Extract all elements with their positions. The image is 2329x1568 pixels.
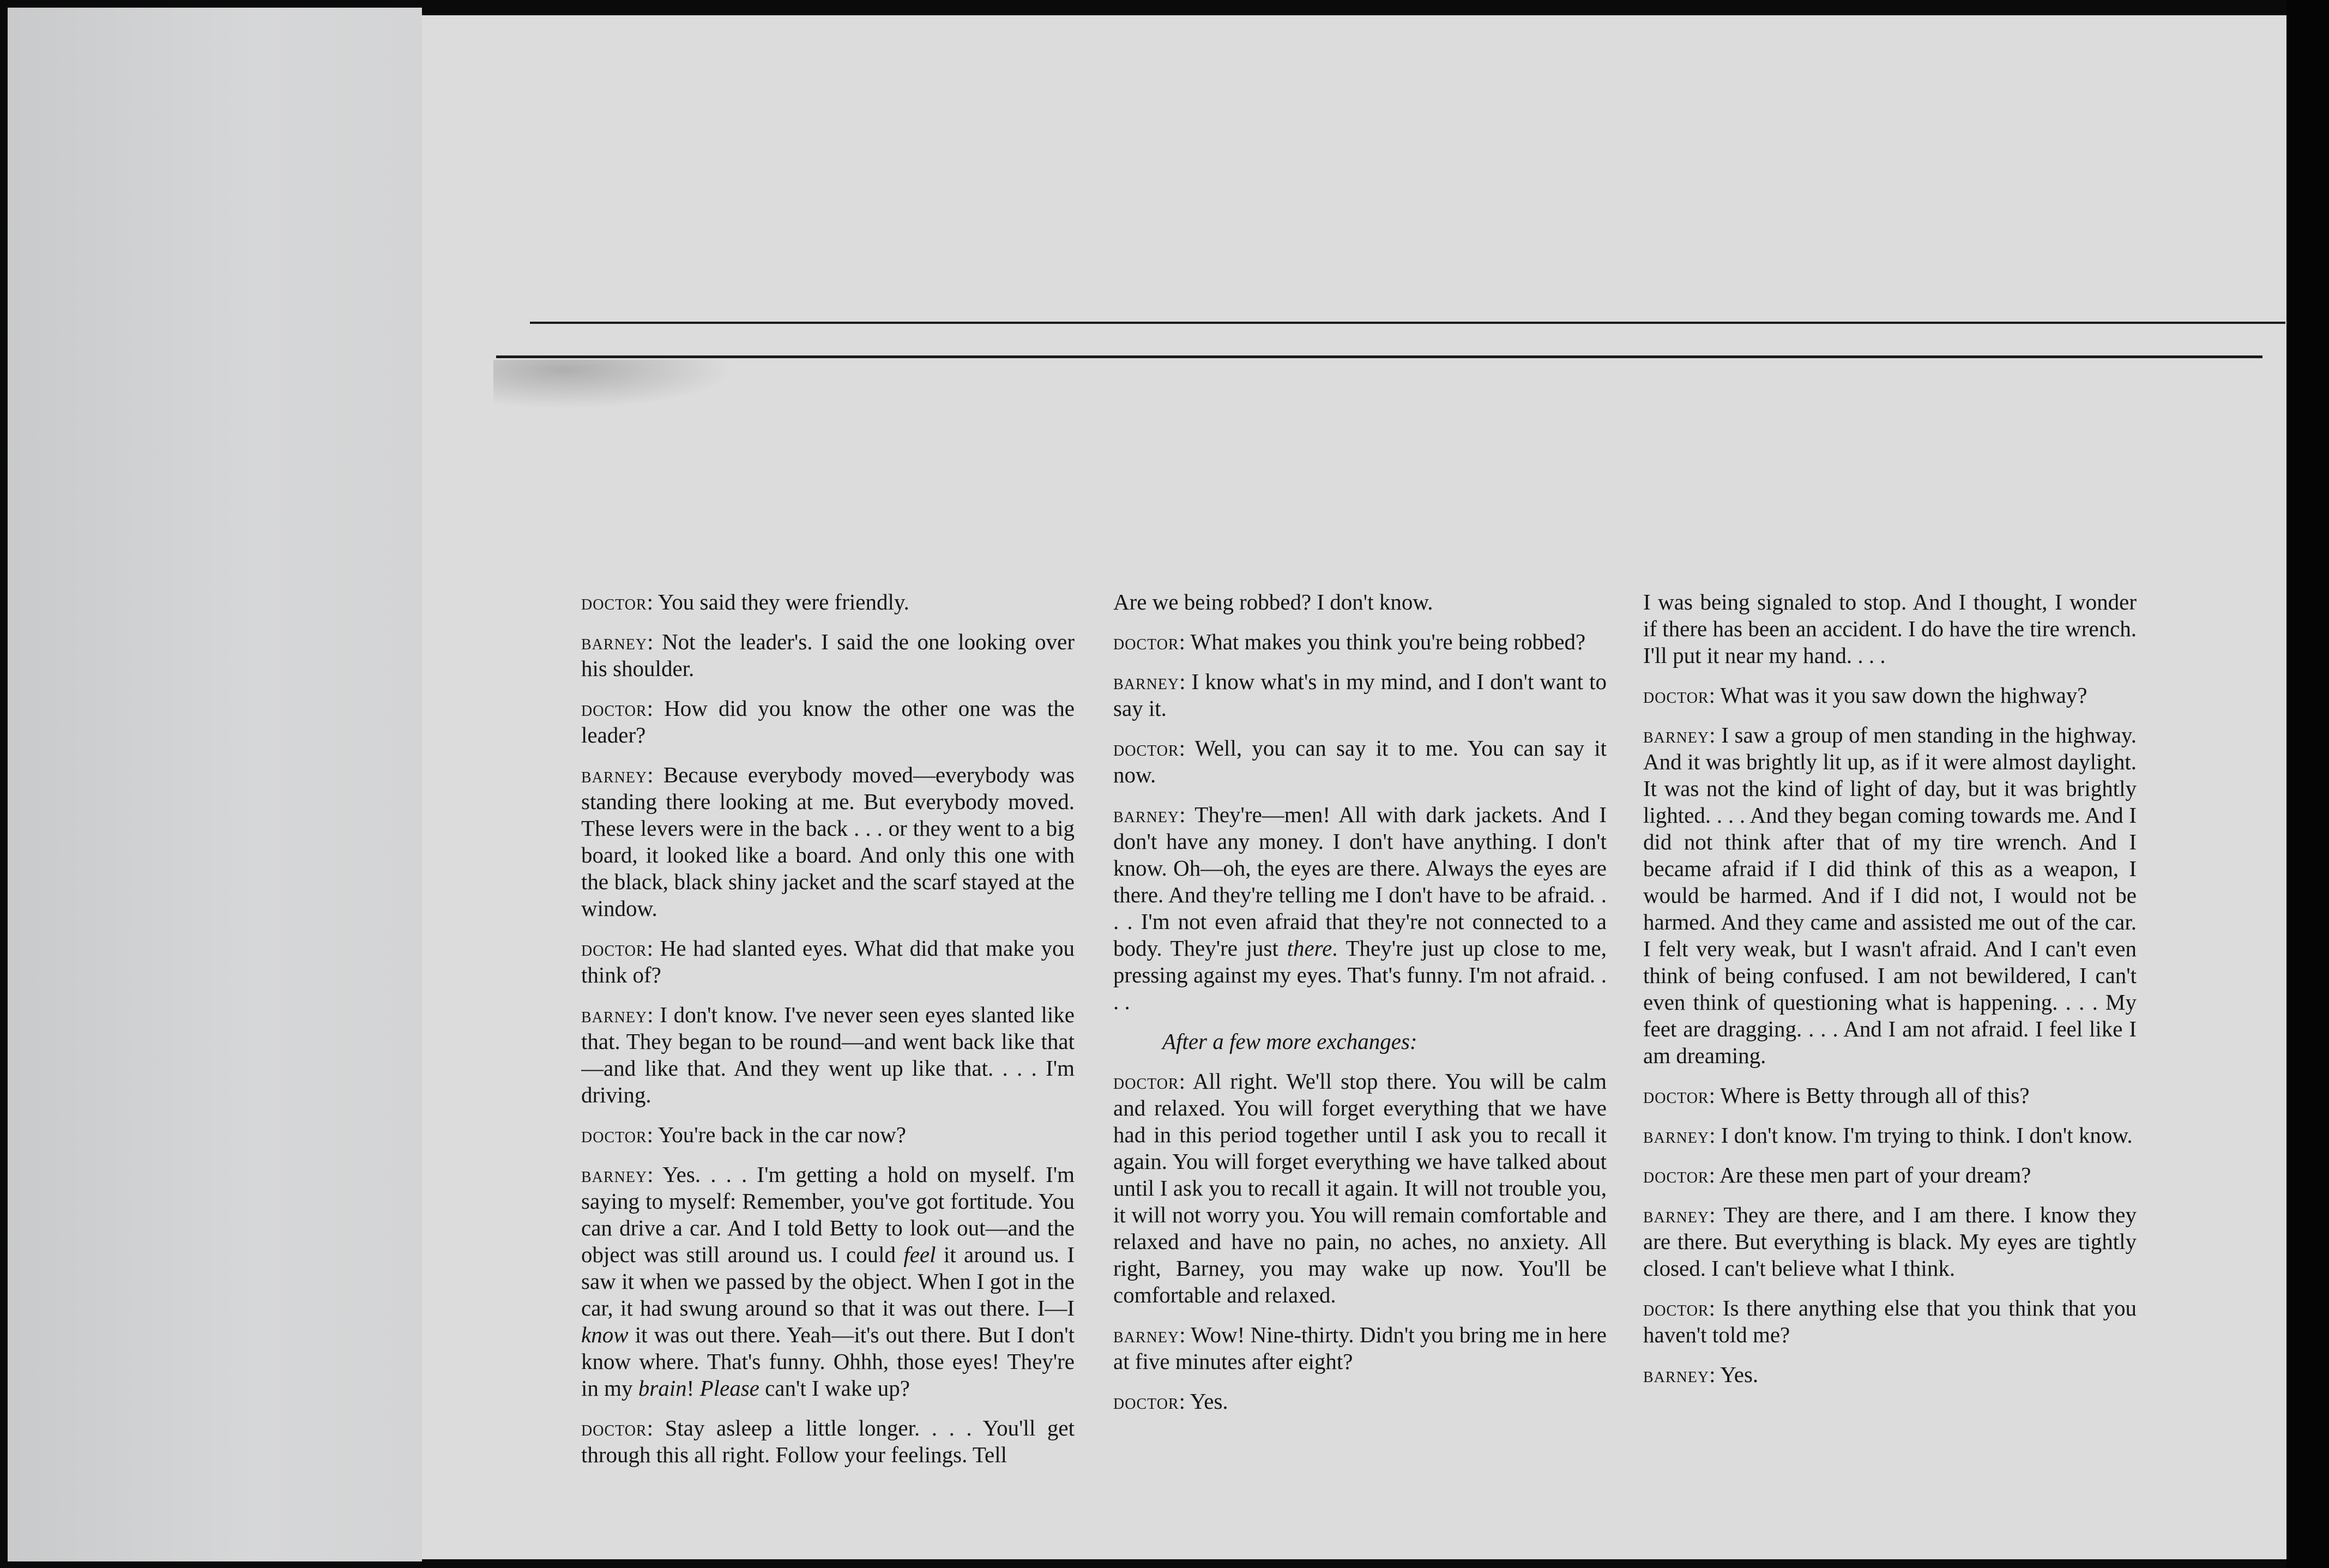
dialogue-paragraph bbox=[1113, 589, 1607, 616]
dialogue-text: it was out there. Yeah—it's out there. But I don't know where. That's funny. Ohhh, those eyes! They're in my bbox=[581, 1322, 1075, 1401]
dialogue-text: What was it you saw down the highway? bbox=[1720, 683, 2087, 708]
text-column-3 bbox=[1643, 589, 2137, 1497]
dialogue-text: I saw a group of men standing in the highway. And it was brightly lit up, as if it were almost daylight. It was not the kind of light of day, but it was brightly lighted. . . . And they began coming towards me. And I did not think after that of my tire wrench. And I became afraid if I did think of this as a weapon, I would be harmed. And if I did not, I would not be harmed. And they came and assisted me out of the car. I felt very weak, but I wasn't afraid. And I can't even think of being confused. I am not bewildered, I can't even think of questioning what is happening. . . . My feet are dragging. . . . And I am not afraid. I feel like I am dreaming. bbox=[1643, 722, 2137, 1068]
speaker-label: doctor bbox=[1113, 1069, 1179, 1094]
dialogue-paragraph: doctor: You're back in the car now? bbox=[581, 1122, 906, 1147]
dialogue-text: You're back in the car now? bbox=[657, 1122, 906, 1147]
dialogue-text: I don't know. I've never seen eyes slanted like that. They began to be round—and went back like that—and like that. And they went up like that. . . . I'm driving. bbox=[581, 1002, 1075, 1107]
dialogue-text: Well, you can say it to me. You can say it now. bbox=[1113, 735, 1607, 787]
dialogue-paragraph: barney: I don't know. I'm trying to think. I don't know. bbox=[1643, 1123, 2133, 1148]
scanner-background bbox=[8, 8, 422, 1561]
emphasis-text: feel bbox=[903, 1242, 936, 1267]
speaker-label: doctor bbox=[1643, 683, 1709, 708]
text-column-1 bbox=[581, 589, 1075, 1497]
dialogue-paragraph: barney: Yes. bbox=[1643, 1362, 1759, 1387]
dialogue-text: You said they were friendly. bbox=[657, 589, 909, 614]
horizontal-rule-top bbox=[530, 322, 2285, 324]
speaker-label: doctor bbox=[1113, 1389, 1179, 1414]
dialogue-text: I don't know. I'm trying to think. I don't know. bbox=[1721, 1123, 2133, 1148]
dialogue-text: They're—men! All with dark jackets. And I don't have any money. I don't have anything. I don't know. Oh—oh, the eyes are there. Always the eyes are there. And they're telling me I don't have to be afraid. . . . I'm not even afraid that they're not connected to a body. They're just bbox=[1113, 802, 1607, 961]
film-edge bbox=[2286, 0, 2329, 1568]
speaker-label: barney bbox=[1113, 803, 1180, 827]
speaker-label: doctor bbox=[1643, 1163, 1709, 1187]
dialogue-text: Wow! Nine-thirty. Didn't you bring me in here at five minutes after eight? bbox=[1113, 1322, 1607, 1374]
dialogue-paragraph: barney: I don't know. I've never seen eyes slanted like that. They began to be round—and went back like that—and like that. And they went up like that. . . . I'm driving. bbox=[581, 1002, 1075, 1107]
dialogue-text: Is there anything else that you think that you haven't told me? bbox=[1643, 1295, 2137, 1347]
dialogue-paragraph: barney: I saw a group of men standing in the highway. And it was brightly lit up, as if it were almost daylight. It was not the kind of light of day, but it was brightly lighted. . . . And they began coming towards me. And I did not think after that of my tire wrench. And I became afraid if I did think of this as a weapon, I would be harmed. And if I did not, I would not be harmed. And they came and assisted me out of the car. I felt very weak, but I wasn't afraid. And I can't even think of being confused. I am not bewildered, I can't even think of questioning what is happening. . . . My feet are dragging. . . . And I am not afraid. I feel like I am dreaming. bbox=[1643, 722, 2137, 1068]
speaker-label: doctor bbox=[581, 1123, 647, 1147]
speaker-label: barney bbox=[581, 1003, 648, 1027]
stage-direction: After a few more exchanges: bbox=[1162, 1029, 1417, 1054]
speaker-label: doctor bbox=[581, 696, 647, 721]
dialogue-text: I know what's in my mind, and I don't want to say it. bbox=[1113, 669, 1607, 721]
dialogue-paragraph: doctor: Where is Betty through all of this? bbox=[1643, 1083, 2030, 1108]
dialogue-paragraph: doctor: How did you know the other one was the leader? bbox=[581, 696, 1075, 747]
dialogue-paragraph: barney: Not the leader's. I said the one looking over his shoulder. bbox=[581, 629, 1075, 681]
dialogue-text: He had slanted eyes. What did that make you think of? bbox=[581, 936, 1075, 987]
emphasis-text: there bbox=[1287, 936, 1332, 961]
speaker-label: barney bbox=[1113, 1323, 1180, 1347]
dialogue-text: Stay asleep a little longer. . . . You'll get through this all right. Follow your feelings. Tell bbox=[581, 1415, 1075, 1467]
dialogue-text: it around us. I saw it when we passed by the object. When I got in the car, it had swung around so that it was out there. I—I bbox=[581, 1242, 1075, 1320]
speaker-label: barney bbox=[1643, 1123, 1710, 1148]
speaker-label: barney bbox=[1643, 723, 1710, 747]
dialogue-text: Yes. bbox=[1720, 1362, 1759, 1387]
dialogue-text: I was being signaled to stop. And I thought, I wonder if there has been an accident. I do have the tire wrench. I'll put it near my hand. . . . bbox=[1643, 589, 2137, 668]
dialogue-paragraph: doctor: Is there anything else that you think that you haven't told me? bbox=[1643, 1295, 2137, 1347]
dialogue-paragraph: barney: They are there, and I am there. I know they are there. But everything is black. My eyes are tightly closed. I can't believe what I think. bbox=[1643, 1202, 2137, 1281]
emphasis-text: Please bbox=[699, 1376, 759, 1401]
speaker-label: doctor bbox=[581, 590, 647, 614]
dialogue-text: Not the leader's. I said the one looking over his shoulder. bbox=[581, 629, 1075, 681]
dialogue-paragraph: doctor: All right. We'll stop there. You will be calm and relaxed. You will forget everything that we have had in this period together until I ask you to recall it again. You will forget everything we have talked about until I ask you to recall it again. It will not trouble you, it will not worry you. You will remain comfortable and relaxed and have no pain, no aches, no anxiety. All right, Barney, you may wake up now. You'll be comfortable and relaxed. bbox=[1113, 1069, 1607, 1307]
speaker-label: barney bbox=[1643, 1203, 1710, 1227]
speaker-label: barney bbox=[581, 763, 648, 787]
speaker-label: barney bbox=[581, 630, 648, 654]
dialogue-paragraph: doctor: Are these men part of your dream? bbox=[1643, 1162, 2031, 1187]
dialogue-paragraph: barney: Wow! Nine-thirty. Didn't you bring me in here at five minutes after eight? bbox=[1113, 1322, 1607, 1374]
speaker-label: barney bbox=[1643, 1362, 1710, 1387]
dialogue-text: Where is Betty through all of this? bbox=[1720, 1083, 2030, 1108]
dialogue-text: Are these men part of your dream? bbox=[1719, 1162, 2031, 1187]
speaker-label: barney bbox=[581, 1162, 648, 1187]
dialogue-text: They are there, and I am there. I know they are there. But everything is black. My eyes are tightly closed. I can't believe what I think. bbox=[1643, 1202, 2137, 1281]
dialogue-paragraph: doctor: What makes you think you're being robbed? bbox=[1113, 629, 1586, 654]
dialogue-paragraph: barney: I know what's in my mind, and I don't want to say it. bbox=[1113, 669, 1607, 721]
speaker-label: doctor bbox=[1643, 1083, 1709, 1108]
dialogue-paragraph bbox=[1643, 589, 2137, 669]
dialogue-text: Are we being robbed? I don't know. bbox=[1113, 589, 1433, 614]
speaker-label: doctor bbox=[581, 936, 647, 961]
speaker-label: doctor bbox=[1643, 1296, 1709, 1320]
dialogue-text: How did you know the other one was the leader? bbox=[581, 696, 1075, 747]
speaker-label: barney bbox=[1113, 670, 1180, 694]
dialogue-text: . They're just up close to me, pressing against my eyes. That's funny. I'm not afraid. . . . bbox=[1113, 936, 1607, 1014]
dialogue-paragraph: doctor: What was it you saw down the highway? bbox=[1643, 683, 2087, 708]
speaker-label: doctor bbox=[1113, 736, 1179, 761]
dialogue-paragraph: doctor: Yes. bbox=[1113, 1389, 1228, 1414]
dialogue-text: What makes you think you're being robbed? bbox=[1190, 629, 1586, 654]
dialogue-text: Yes. . . . I'm getting a hold on myself. I'm saying to myself: Remember, you've got fortitude. You can drive a car. And I told Betty to look out—and the object was still around us. I could bbox=[581, 1162, 1075, 1267]
scan-smudge bbox=[493, 360, 733, 409]
dialogue-paragraph: barney: Yes. . . . I'm getting a hold on myself. I'm saying to myself: Remember, you've got fortitude. You can drive a car. And I told Betty to look out—and the object was still around us. I could feel it around us. I saw it when we passed by the object. When I got in the car, it had swung around so that it was out there. I—I know it was out there. Yeah—it's out there. But I don't know where. That's funny. Ohhh, those eyes! They're in my brain! Please can't I wake up? bbox=[581, 1162, 1075, 1401]
dialogue-text: Because everybody moved—everybody was standing there looking at me. But everybody moved. These levers were in the back . . . or they went to a big board, it looked like a board. And only this one with the black, black shiny jacket and the scarf stayed at the window. bbox=[581, 762, 1075, 921]
dialogue-paragraph: barney: They're—men! All with dark jackets. And I don't have any money. I don't have anything. I don't know. Oh—oh, the eyes are there. Always the eyes are there. And they're telling me I don't have to be afraid. . . . I'm not even afraid that they're not connected to a body. They're just there. They're just up close to me, pressing against my eyes. That's funny. I'm not afraid. . . . bbox=[1113, 802, 1607, 1014]
dialogue-paragraph: doctor: Stay asleep a little longer. . . . You'll get through this all right. Follow your feelings. Tell bbox=[581, 1415, 1075, 1467]
speaker-label: doctor bbox=[1113, 630, 1179, 654]
dialogue-text: ! bbox=[686, 1376, 700, 1401]
dialogue-text: All right. We'll stop there. You will be calm and relaxed. You will forget everything that we have had in this period together until I ask you to recall it again. You will forget everything we have talked about until I ask you to recall it again. It will not trouble you, it will not worry you. You will remain comfortable and relaxed and have no pain, no aches, no anxiety. All right, Barney, you may wake up now. You'll be comfortable and relaxed. bbox=[1113, 1069, 1607, 1307]
speaker-label: doctor bbox=[581, 1416, 647, 1440]
dialogue-text: can't I wake up? bbox=[759, 1376, 910, 1401]
text-column-2 bbox=[1113, 589, 1607, 1497]
emphasis-text: brain bbox=[638, 1376, 687, 1401]
horizontal-rule-bottom bbox=[496, 355, 2262, 358]
emphasis-text: know bbox=[581, 1322, 629, 1347]
dialogue-paragraph: doctor: You said they were friendly. bbox=[581, 589, 909, 614]
dialogue-paragraph: barney: Because everybody moved—everybody was standing there looking at me. But everybody moved. These levers were in the back . . . or they went to a big board, it looked like a board. And only this one with the black, black shiny jacket and the scarf stayed at the window. bbox=[581, 762, 1075, 921]
dialogue-paragraph: doctor: Well, you can say it to me. You can say it now. bbox=[1113, 735, 1607, 787]
dialogue-text: Yes. bbox=[1190, 1389, 1228, 1414]
dialogue-paragraph: doctor: He had slanted eyes. What did that make you think of? bbox=[581, 936, 1075, 987]
